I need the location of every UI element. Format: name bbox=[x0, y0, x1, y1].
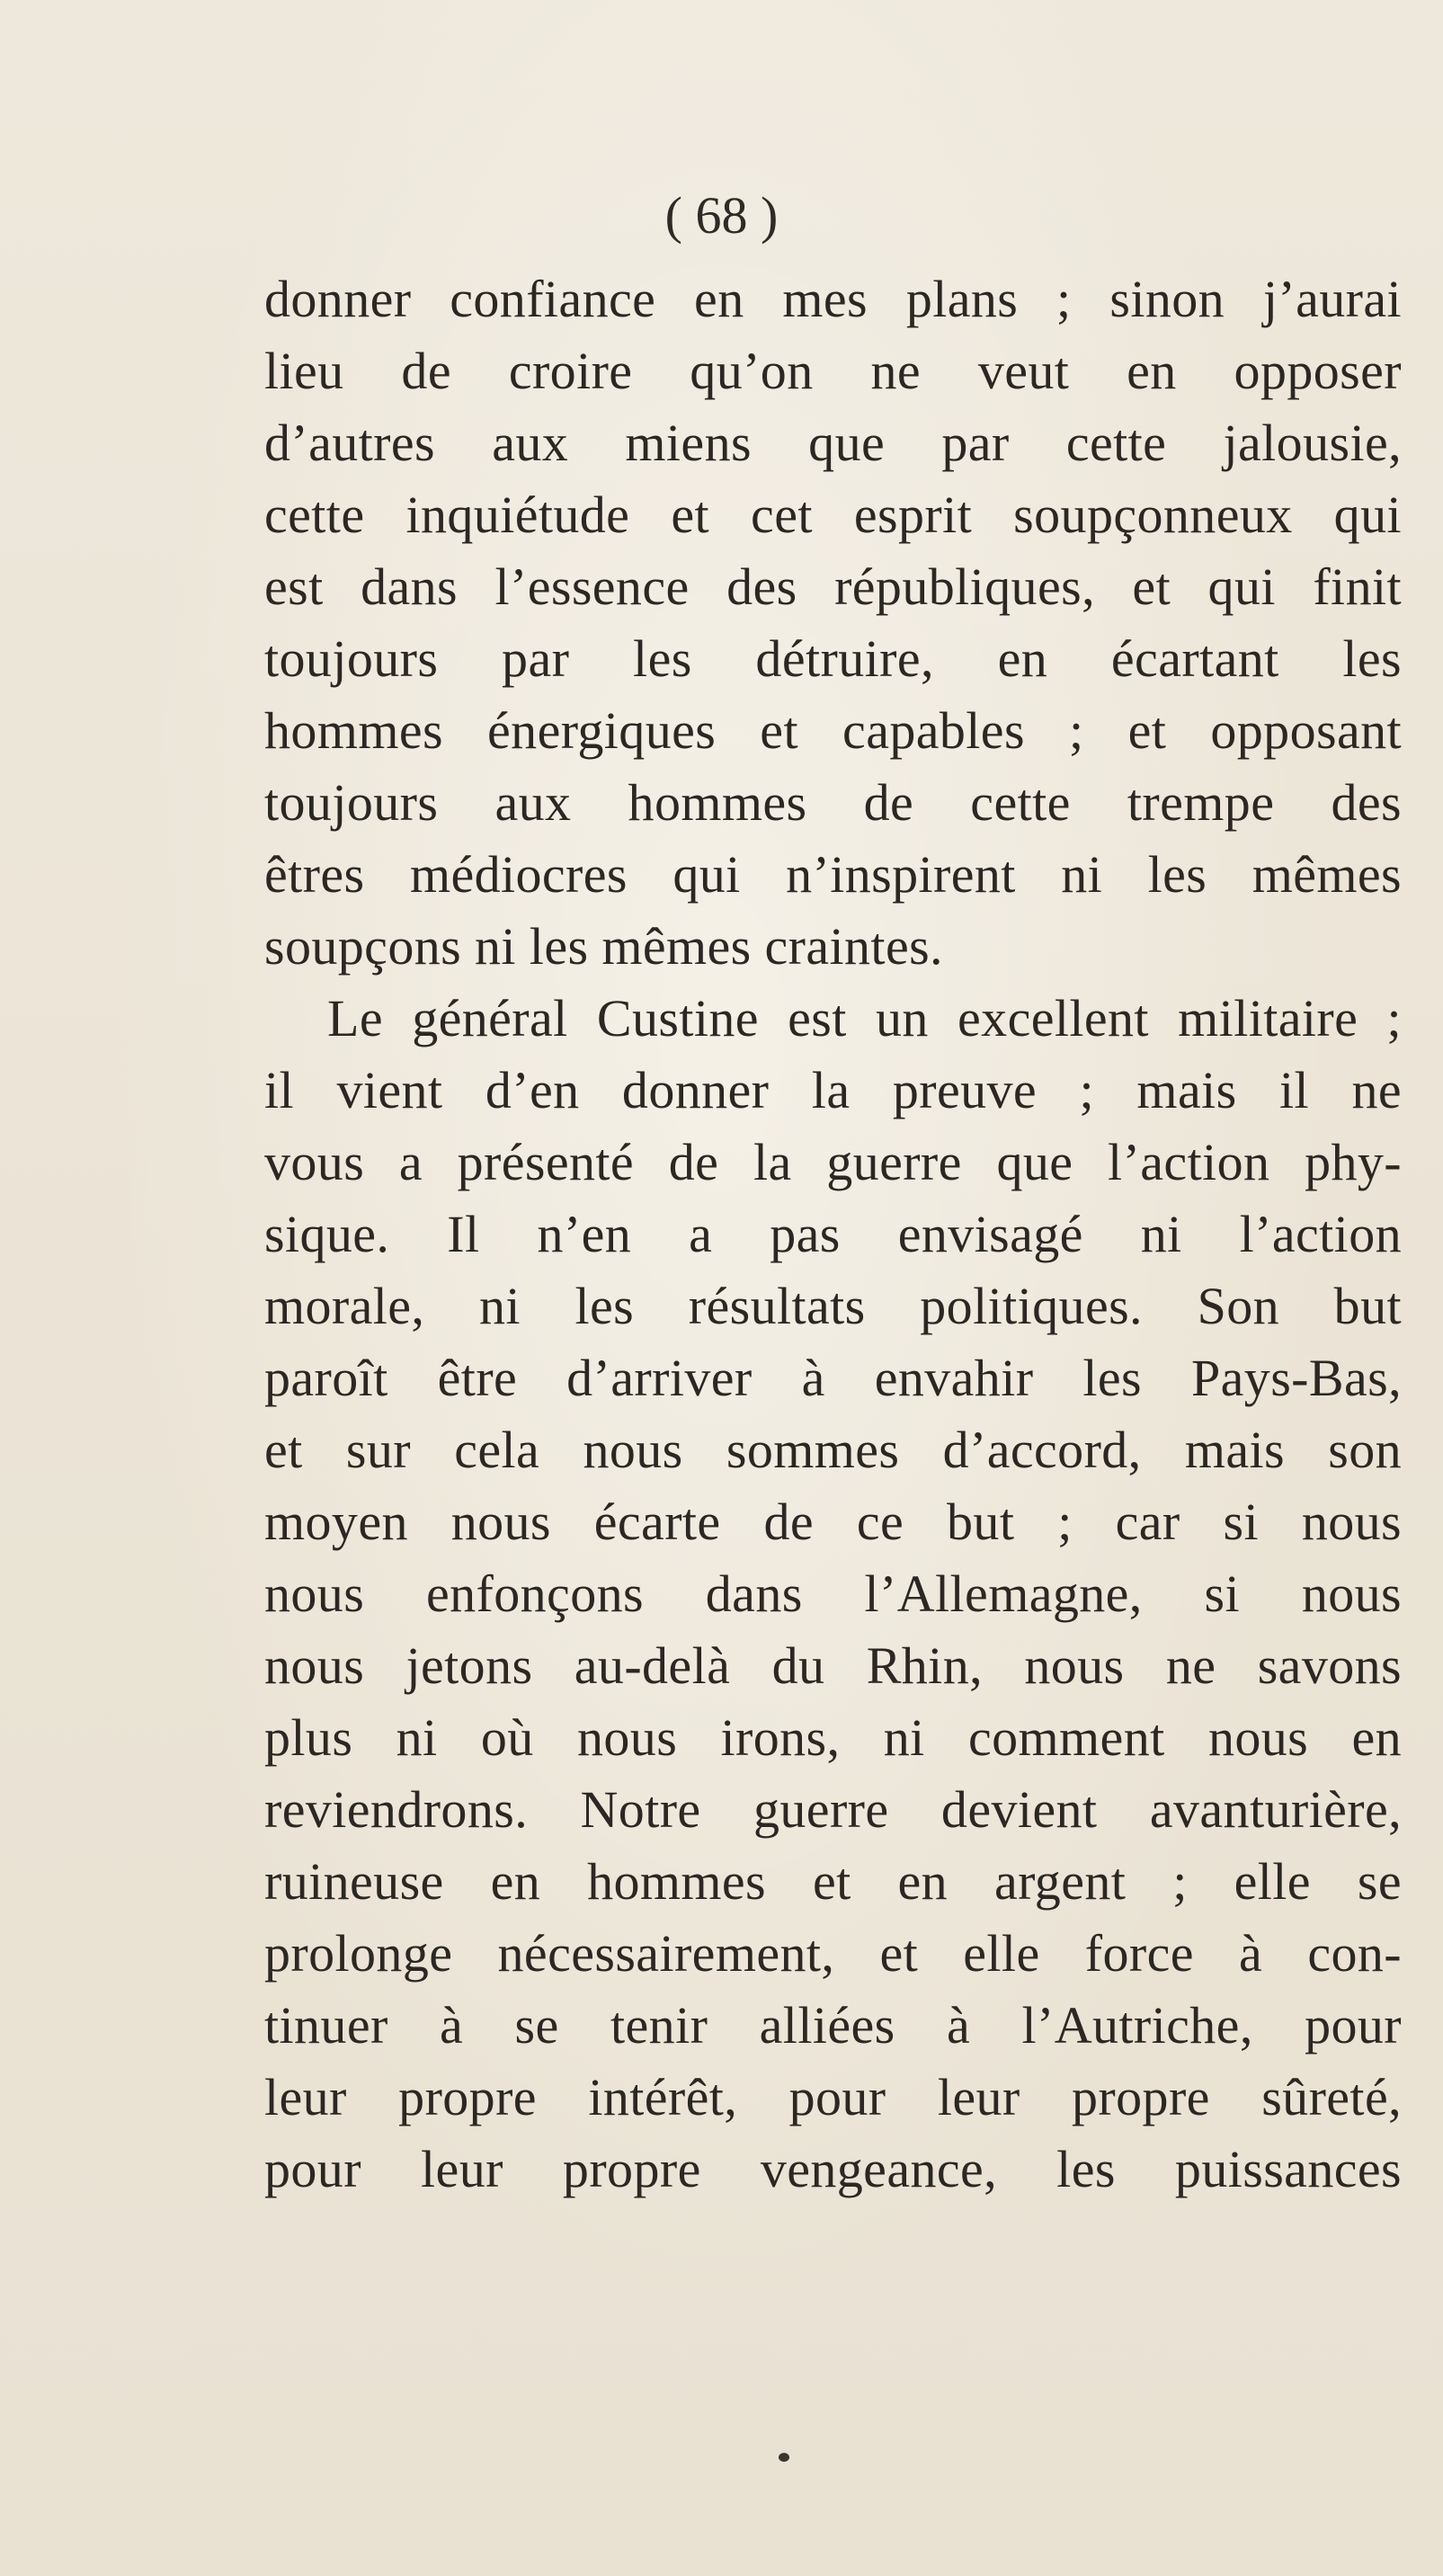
text-line: sique. Il n’en a pas envisagé ni l’action bbox=[264, 1205, 1402, 1263]
text-line: plus ni où nous irons, ni comment nous en bbox=[264, 1708, 1402, 1767]
text-line: reviendrons. Notre guerre devient avanturière, bbox=[264, 1780, 1402, 1839]
body-text bbox=[264, 263, 1402, 2206]
text-line: pour leur propre vengeance, les puissances bbox=[264, 2140, 1402, 2198]
ink-speck bbox=[779, 2453, 789, 2462]
text-line: donner confiance en mes plans ; sinon j’aurai bbox=[264, 270, 1402, 328]
text-line: êtres médiocres qui n’inspirent ni les mêmes bbox=[264, 845, 1402, 904]
text-line: il vient d’en donner la preuve ; mais il ne bbox=[264, 1061, 1402, 1119]
text-line: toujours par les détruire, en écartant les bbox=[264, 629, 1402, 688]
paragraph-end-line: soupçons ni les mêmes craintes. bbox=[264, 917, 943, 976]
text-line: ruineuse en hommes et en argent ; elle se bbox=[264, 1852, 1402, 1911]
text-line: est dans l’essence des républiques, et qui finit bbox=[264, 557, 1402, 616]
text-line: lieu de croire qu’on ne veut en opposer bbox=[264, 342, 1402, 400]
text-line: nous enfonçons dans l’Allemagne, si nous bbox=[264, 1564, 1402, 1623]
text-line: tinuer à se tenir alliées à l’Autriche, pour bbox=[264, 1996, 1402, 2055]
text-line: toujours aux hommes de cette trempe des bbox=[264, 773, 1402, 832]
page-number: ( 68 ) bbox=[664, 186, 779, 245]
text-line: prolonge nécessairement, et elle force à con- bbox=[264, 1924, 1402, 1983]
paragraph-start-line: Le général Custine est un excellent militaire ; bbox=[327, 989, 1402, 1047]
text-line: nous jetons au-delà du Rhin, nous ne savons bbox=[264, 1636, 1402, 1695]
text-line: d’autres aux miens que par cette jalousie, bbox=[264, 414, 1402, 472]
text-line: cette inquiétude et cet esprit soupçonneux qui bbox=[264, 486, 1402, 544]
text-line: leur propre intérêt, pour leur propre sûreté, bbox=[264, 2068, 1402, 2126]
text-line: et sur cela nous sommes d’accord, mais son bbox=[264, 1421, 1402, 1479]
text-line: hommes énergiques et capables ; et opposant bbox=[264, 701, 1402, 760]
text-line: vous a présenté de la guerre que l’action phy- bbox=[264, 1133, 1402, 1191]
text-line: paroît être d’arriver à envahir les Pays-Bas, bbox=[264, 1349, 1402, 1407]
text-line: moyen nous écarte de ce but ; car si nous bbox=[264, 1493, 1402, 1551]
text-line: morale, ni les résultats politiques. Son but bbox=[264, 1277, 1402, 1335]
